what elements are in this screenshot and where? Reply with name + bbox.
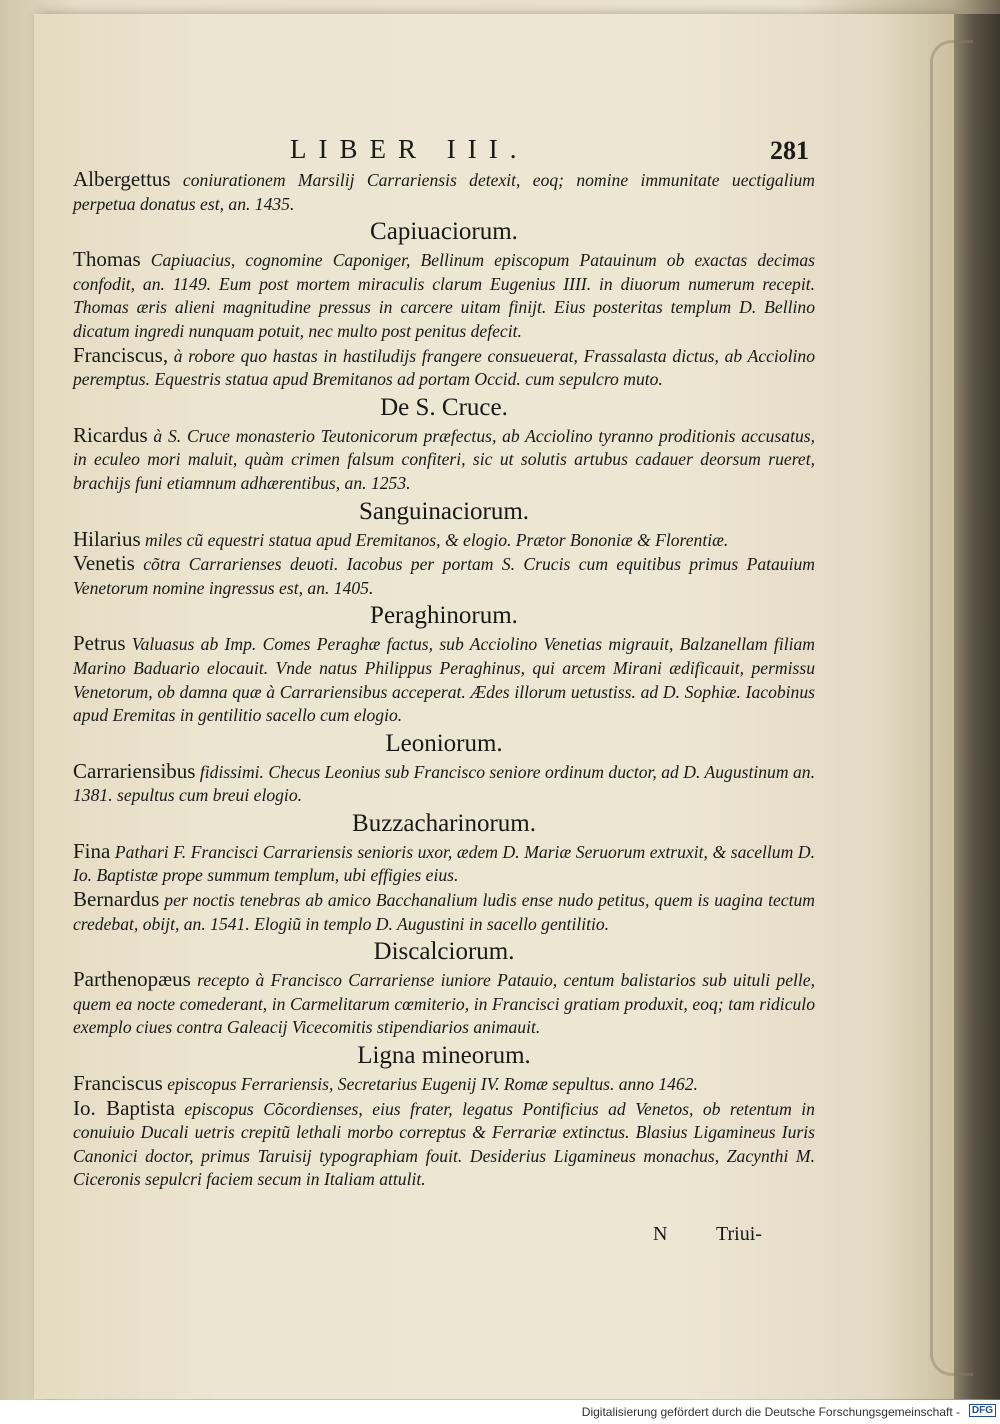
entry-paragraph (73, 760, 815, 808)
entry-lead-name: Hilarius (73, 526, 141, 551)
entry-paragraph (73, 528, 815, 553)
entry-body: per noctis tenebras ab amico Bacchanalium ludis ense nudo petitus, quem is uagina tectum credebat, obijt, an. 1541. Elogiũ in templo D. Augustini in sacello gentilitio. (73, 890, 815, 934)
entry-lead-name: Petrus (73, 631, 126, 656)
entry-body: à S. Cruce monasterio Teutonicorum præfectus, ab Acciolino tyranno proditionis accusatus, in eculeo mori maluit, quàm crimen falsum confiteri, sic ut solutis artubus cadauer deorsum rueret, brachijs funi etiamnum adhærentibus, an. 1253. (73, 425, 815, 493)
section-heading: Sanguinaciorum. (358, 497, 530, 525)
entry-body: à robore quo hastas in hastiludijs frangere consueuerat, Frassalasta dictus, ab Acciolino peremptus. Equestris statua apud Bremitanos ad portam Occid. cum sepulcro muto. (73, 345, 815, 390)
entry-paragraph (73, 840, 815, 888)
entry-body: recepto à Francisco Carrariense iuniore Patauio, centum balistarios sub uituli pelle, quem ea nocte comederant, in Carmelitarum cœmiterio, in Francisci gratiam produxit, eoq; tam ridiculo exemplo ciues contra Galeacij Vicecomitis stipendiarios animauit. (73, 970, 815, 1038)
entry-body: Capiuacius, cognomine Caponiger, Bellinum episcopum Patauinum ob exactas decimas confodit, an. 1149. Eum post mortem miraculis clarum Eugenius IIII. in diuorum numerum recepit. Thomas æris alieni magnitudine pressus in carcere uitam finijt. Eius posteritas templum D. Bellino dicatum ingredi nunquam potuit, nec multo post penitus defecit. (73, 250, 815, 341)
section-heading: Peraghinorum. (370, 602, 518, 630)
entry-paragraph (73, 168, 815, 216)
entry-paragraph (73, 632, 815, 727)
entry-lead-name: Albergettus (73, 167, 171, 191)
entry-lead-name: Thomas (73, 247, 141, 272)
entry-lead-name: Franciscus, (73, 342, 169, 367)
catchword-line (653, 1223, 762, 1246)
entry-body: cõtra Carrarienses deuoti. Iacobus per portam S. Crucis cum equitibus primus Patauium Venetorum nomine ingressus est, an. 1405. (73, 554, 815, 598)
page-number: 281 (770, 136, 809, 165)
entry-body: miles cũ equestri statua apud Eremitanos, & elogio. Prætor Bononiæ & Florentiæ. (140, 529, 729, 550)
catchword: Triui- (716, 1223, 762, 1245)
dfg-logo: DFG (969, 1404, 996, 1417)
entry-lead-name: Parthenopæus (73, 967, 191, 992)
entry-paragraph (73, 968, 815, 1040)
section-heading: De S. Cruce. (380, 393, 508, 421)
entry-body: coniurationem Marsilij Carrariensis detexit, eoq; nomine immunitate uectigalium perpetua donatus est, an. 1435. (73, 170, 815, 214)
entry-body: episcopus Cõcordienses, eius frater, legatus Pontificius ad Venetos, ob retentum in conuiuio Ducali uetris crepitũ lethali morbo correptus & Ferrariæ extinctus. Blasius Ligamineus Iuris Canonici doctor, primus Taruisij typographiam fouit. Desiderius Ligamineus monachus, Zacynthi M. Ciceronis sepulcri faciem secum in Italiam attulit. (73, 1098, 815, 1190)
signature-mark: N (653, 1223, 668, 1245)
entry-paragraph (73, 1097, 815, 1192)
entry-lead-name: Fina (73, 838, 111, 863)
entry-lead-name: Carrariensibus (73, 758, 196, 783)
entry-lead-name: Franciscus (73, 1071, 163, 1096)
entry-body: fidissimi. Checus Leonius sub Francisco seniore ordinum ductor, ad D. Augustinum an. 1381. sepultus cum breui elogio. (73, 761, 815, 806)
digitization-footer (0, 1400, 1000, 1424)
running-head: LIBER III. (290, 134, 529, 164)
page-text (73, 168, 815, 1192)
section-heading: Leoniorum. (385, 729, 503, 757)
entry-lead-name: Venetis (73, 551, 135, 576)
entry-paragraph (73, 1072, 815, 1097)
entry-paragraph (73, 344, 815, 392)
entry-paragraph (73, 888, 815, 936)
entry-body: Pathari F. Francisci Carrariensis senioris uxor, ædem D. Mariæ Seruorum extruxit, & sacellum D. Io. Baptistæ prope summum templum, ubi effigies eius. (73, 841, 815, 886)
section-heading: Capiuaciorum. (370, 218, 518, 246)
entry-paragraph (73, 424, 815, 496)
entry-lead-name: Ricardus (73, 422, 148, 447)
section-heading: Discalciorum. (373, 938, 515, 966)
entry-paragraph (73, 248, 815, 343)
section-heading: Ligna mineorum. (357, 1042, 531, 1070)
entry-lead-name: Io. Baptista (73, 1095, 175, 1120)
clasp-shadow (930, 40, 973, 1376)
section-heading: Buzzacharinorum. (352, 809, 536, 837)
entry-body: episcopus Ferrariensis, Secretarius Eugenij IV. Romæ sepultus. anno 1462. (162, 1074, 698, 1095)
entry-lead-name: Bernardus (73, 887, 160, 912)
entry-body: Valuasus ab Imp. Comes Peraghæ factus, sub Acciolino Venetias migrauit, Balzanellam filiam Marino Baduario elocauit. Vnde natus Philippus Peraghinus, qui arcem Mirani ædificauit, permissu Venetorum, ob damna quæ à Carrariensibus acceperat. Ædes illorum uetustiss. ad D. Sophiæ. Iacobinus apud Eremitas in gentilitio sacello cum elogio. (73, 634, 815, 726)
footer-text: Digitalisierung gefördert durch die Deutsche Forschungsgemeinschaft - (581, 1405, 960, 1419)
entry-paragraph (73, 552, 815, 600)
